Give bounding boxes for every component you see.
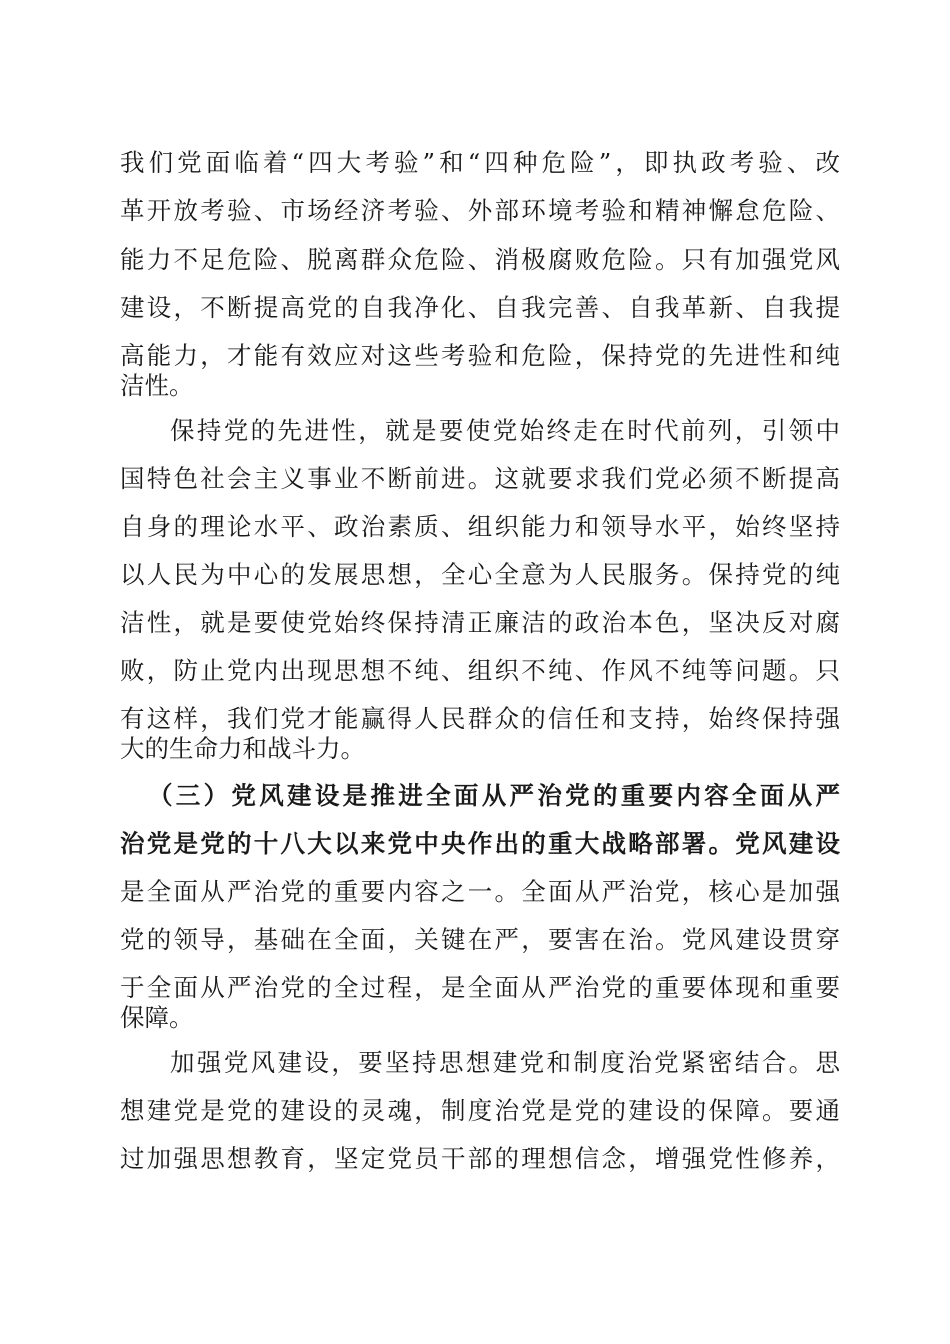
paragraph-3-line-4: 党的领导，基础在全面，关键在严，要害在治。党风建设贯穿	[120, 925, 840, 954]
paragraph-3-line-5: 于全面从严治党的全过程，是全面从严治党的重要体现和重要	[120, 973, 840, 1002]
paragraph-4-line-2: 想建党是党的建设的灵魂，制度治党是党的建设的保障。要通	[120, 1096, 840, 1125]
paragraph-3-line-3: 是全面从严治党的重要内容之一。全面从严治党，核心是加强	[120, 877, 840, 906]
paragraph-2-line-1: 保持党的先进性，就是要使党始终走在时代前列，引领中	[170, 416, 840, 445]
section-heading-line-1: （三）党风建设是推进全面从严治党的重要内容全面从严	[148, 781, 840, 810]
paragraph-1-line-1: 我们党面临着“四大考验”和“四种危险”，即执政考验、改	[120, 148, 840, 177]
paragraph-1-line-3: 能力不足危险、脱离群众危险、消极腐败危险。只有加强党风	[120, 245, 840, 274]
paragraph-2-line-3: 自身的理论水平、政治素质、组织能力和领导水平，始终坚持	[120, 512, 840, 541]
paragraph-4-line-1: 加强党风建设，要坚持思想建党和制度治党紧密结合。思	[170, 1048, 840, 1077]
paragraph-1-line-5: 高能力，才能有效应对这些考验和危险，保持党的先进性和纯	[120, 341, 840, 370]
paragraph-2-line-4: 以人民为中心的发展思想，全心全意为人民服务。保持党的纯	[120, 560, 840, 589]
paragraph-2-line-2: 国特色社会主义事业不断前进。这就要求我们党必须不断提高	[120, 464, 840, 493]
paragraph-1-line-2: 革开放考验、市场经济考验、外部环境考验和精神懈怠危险、	[120, 196, 840, 225]
paragraph-2-line-6: 败，防止党内出现思想不纯、组织不纯、作风不纯等问题。只	[120, 656, 840, 685]
paragraph-1-line-6: 洁性。	[120, 371, 194, 400]
paragraph-2-line-8: 大的生命力和战斗力。	[120, 734, 365, 763]
paragraph-3-line-6: 保障。	[120, 1003, 194, 1032]
paragraph-2-line-7: 有这样，我们党才能赢得人民群众的信任和支持，始终保持强	[120, 704, 840, 733]
section-heading-line-2: 治党是党的十八大以来党中央作出的重大战略部署。党风建设	[120, 829, 840, 858]
paragraph-2-line-5: 洁性，就是要使党始终保持清正廉洁的政治本色，坚决反对腐	[120, 608, 840, 637]
paragraph-1-line-4: 建设，不断提高党的自我净化、自我完善、自我革新、自我提	[120, 293, 840, 322]
paragraph-4-line-3: 过加强思想教育，坚定党员干部的理想信念，增强党性修养，	[120, 1144, 840, 1173]
